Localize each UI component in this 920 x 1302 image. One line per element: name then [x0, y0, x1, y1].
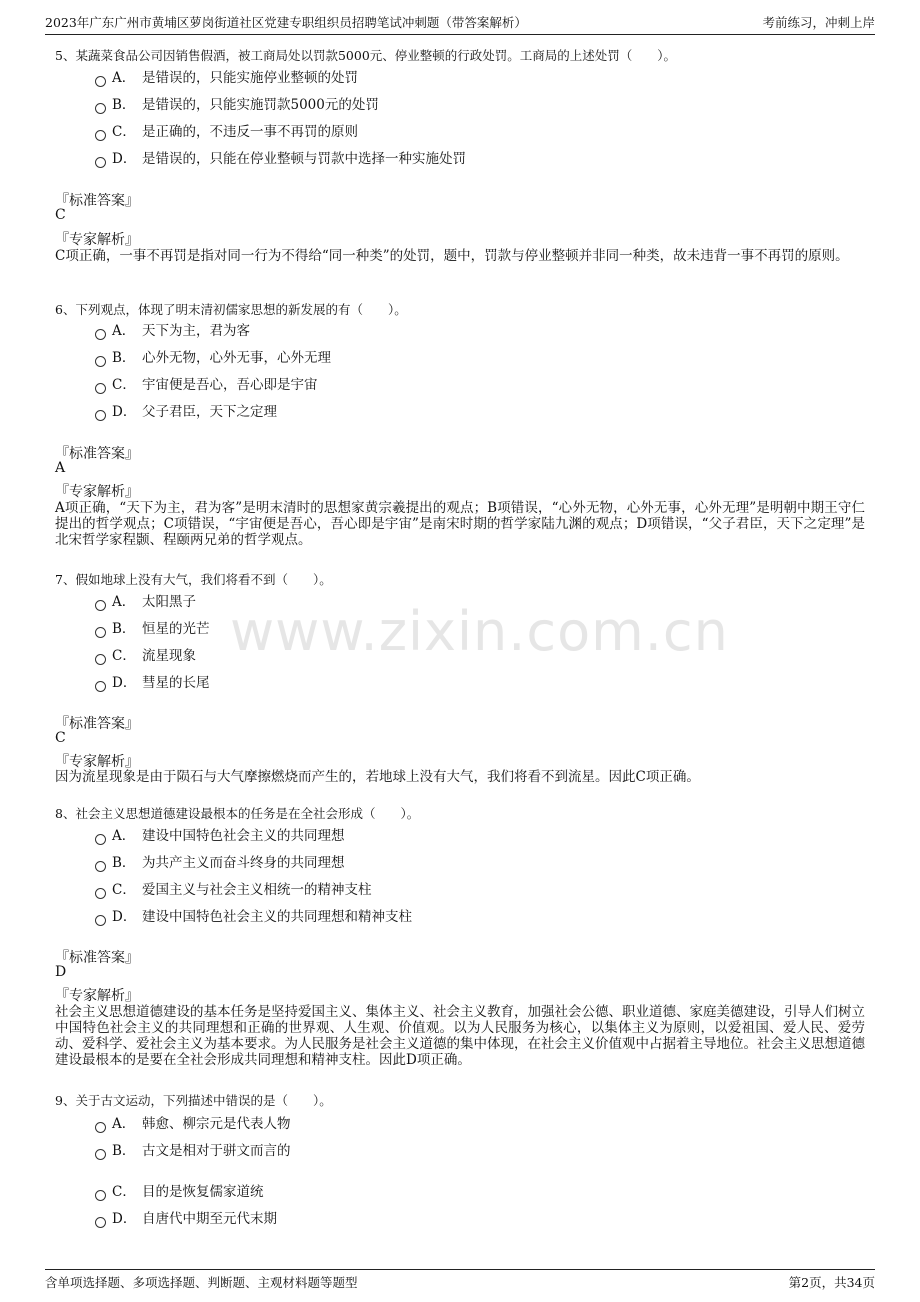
option-d[interactable]: D． 彗星的长尾: [95, 671, 210, 691]
option-c[interactable]: C． 是正确的，不违反一事不再罚的原则: [95, 120, 358, 140]
answer-value: A: [55, 460, 66, 476]
radio-icon[interactable]: [95, 103, 106, 114]
radio-icon[interactable]: [95, 915, 106, 926]
standard-answer-label: 『标准答案』: [55, 446, 139, 462]
radio-icon[interactable]: [95, 356, 106, 367]
analysis-text: C项正确，一事不再罚是指对同一行为不得给“同一种类”的处罚，题中，罚款与停业整顿并非同一种类，故未违背一事不再罚的原则。: [55, 248, 849, 264]
option-a[interactable]: A． 太阳黑子: [95, 590, 196, 610]
footer-note: 含单项选择题、多项选择题、判断题、主观材料题等题型: [45, 1275, 358, 1290]
question-stem: 9、关于古文运动，下列描述中错误的是（ ）。: [55, 1093, 332, 1108]
radio-icon[interactable]: [95, 1149, 106, 1160]
radio-icon[interactable]: [95, 329, 106, 340]
radio-icon[interactable]: [95, 681, 106, 692]
page-header: [45, 10, 875, 35]
question-stem: 7、假如地球上没有大气，我们将看不到（ ）。: [55, 572, 332, 587]
header-slogan: 考前练习，冲刺上岸: [762, 15, 875, 30]
radio-icon[interactable]: [95, 627, 106, 638]
radio-icon[interactable]: [95, 1190, 106, 1201]
standard-answer-label: 『标准答案』: [55, 950, 139, 966]
standard-answer-label: 『标准答案』: [55, 193, 139, 209]
radio-icon[interactable]: [95, 861, 106, 872]
option-c[interactable]: C． 宇宙便是吾心，吾心即是宇宙: [95, 373, 318, 393]
option-b[interactable]: B． 心外无物，心外无事，心外无理: [95, 346, 331, 366]
analysis-text: 因为流星现象是由于陨石与大气摩擦燃烧而产生的，若地球上没有大气，我们将看不到流星。因此C项正确。: [55, 769, 700, 785]
radio-icon[interactable]: [95, 157, 106, 168]
option-a[interactable]: A． 建设中国特色社会主义的共同理想: [95, 824, 345, 844]
radio-icon[interactable]: [95, 834, 106, 845]
option-a[interactable]: A． 韩愈、柳宗元是代表人物: [95, 1112, 291, 1132]
option-d[interactable]: D． 建设中国特色社会主义的共同理想和精神支柱: [95, 905, 412, 925]
expert-analysis-label: 『专家解析』: [55, 754, 139, 770]
radio-icon[interactable]: [95, 130, 106, 141]
option-b[interactable]: B． 古文是相对于骈文而言的: [95, 1139, 291, 1159]
radio-icon[interactable]: [95, 600, 106, 611]
option-b[interactable]: B． 是错误的，只能实施罚款5000元的处罚: [95, 93, 379, 113]
answer-value: D: [55, 964, 67, 980]
expert-analysis-label: 『专家解析』: [55, 484, 139, 500]
standard-answer-label: 『标准答案』: [55, 716, 139, 732]
document-title: 2023年广东广州市黄埔区萝岗街道社区党建专职组织员招聘笔试冲刺题（带答案解析）: [45, 15, 527, 30]
radio-icon[interactable]: [95, 888, 106, 899]
option-b[interactable]: B． 恒星的光芒: [95, 617, 210, 637]
radio-icon[interactable]: [95, 1217, 106, 1228]
radio-icon[interactable]: [95, 76, 106, 87]
option-a[interactable]: A． 天下为主，君为客: [95, 319, 250, 339]
expert-analysis-label: 『专家解析』: [55, 988, 139, 1004]
option-d[interactable]: D． 父子君臣，天下之定理: [95, 400, 277, 420]
page-number: 第2页，共34页: [788, 1275, 875, 1290]
analysis-text: A项正确，“天下为主，君为客”是明末清时的思想家黄宗羲提出的观点；B项错误，“心外无物，心外无事，心外无理”是明朝中期王守仁提出的哲学观点；C项错误，“宇宙便是吾心，吾心即是宇宙”是南宋时期的哲学家陆九渊的观点；D项错误，“父子君臣，天下之定理”是北宋哲学家程颢、程颐两兄弟的哲学观点。: [55, 500, 865, 548]
option-c[interactable]: C． 目的是恢复儒家道统: [95, 1180, 264, 1200]
option-a[interactable]: A． 是错误的，只能实施停业整顿的处罚: [95, 66, 358, 86]
option-c[interactable]: C． 流星现象: [95, 644, 196, 664]
radio-icon[interactable]: [95, 383, 106, 394]
page-footer: [45, 1269, 875, 1296]
question-stem: 5、某蔬菜食品公司因销售假酒，被工商局处以罚款5000元、停业整顿的行政处罚。工商局的上述处罚（ ）。: [55, 48, 677, 63]
radio-icon[interactable]: [95, 410, 106, 421]
answer-value: C: [55, 207, 66, 223]
option-d[interactable]: D． 自唐代中期至元代末期: [95, 1207, 277, 1227]
option-b[interactable]: B． 为共产主义而奋斗终身的共同理想: [95, 851, 345, 871]
watermark: www.zixin.com.cn: [230, 600, 729, 663]
radio-icon[interactable]: [95, 654, 106, 665]
option-c[interactable]: C． 爱国主义与社会主义相统一的精神支柱: [95, 878, 372, 898]
question-stem: 6、下列观点，体现了明末清初儒家思想的新发展的有（ ）。: [55, 302, 407, 317]
question-stem: 8、社会主义思想道德建设最根本的任务是在全社会形成（ ）。: [55, 806, 420, 821]
analysis-text: 社会主义思想道德建设的基本任务是坚持爱国主义、集体主义、社会主义教育，加强社会公德、职业道德、家庭美德建设，引导人们树立中国特色社会主义的共同理想和正确的世界观、人生观、价值观。以为人民服务为核心，以集体主义为原则，以爱祖国、爱人民、爱劳动、爱科学、爱社会主义为基本要求。为人民服务是社会主义道德的集中体现，在社会主义价值观中占据着主导地位。社会主义思想道德建设最根本的是要在全社会形成共同理想和精神支柱。因此D项正确。: [55, 1004, 865, 1068]
option-d[interactable]: D． 是错误的，只能在停业整顿与罚款中选择一种实施处罚: [95, 147, 466, 167]
expert-analysis-label: 『专家解析』: [55, 232, 139, 248]
radio-icon[interactable]: [95, 1122, 106, 1133]
answer-value: C: [55, 730, 66, 746]
